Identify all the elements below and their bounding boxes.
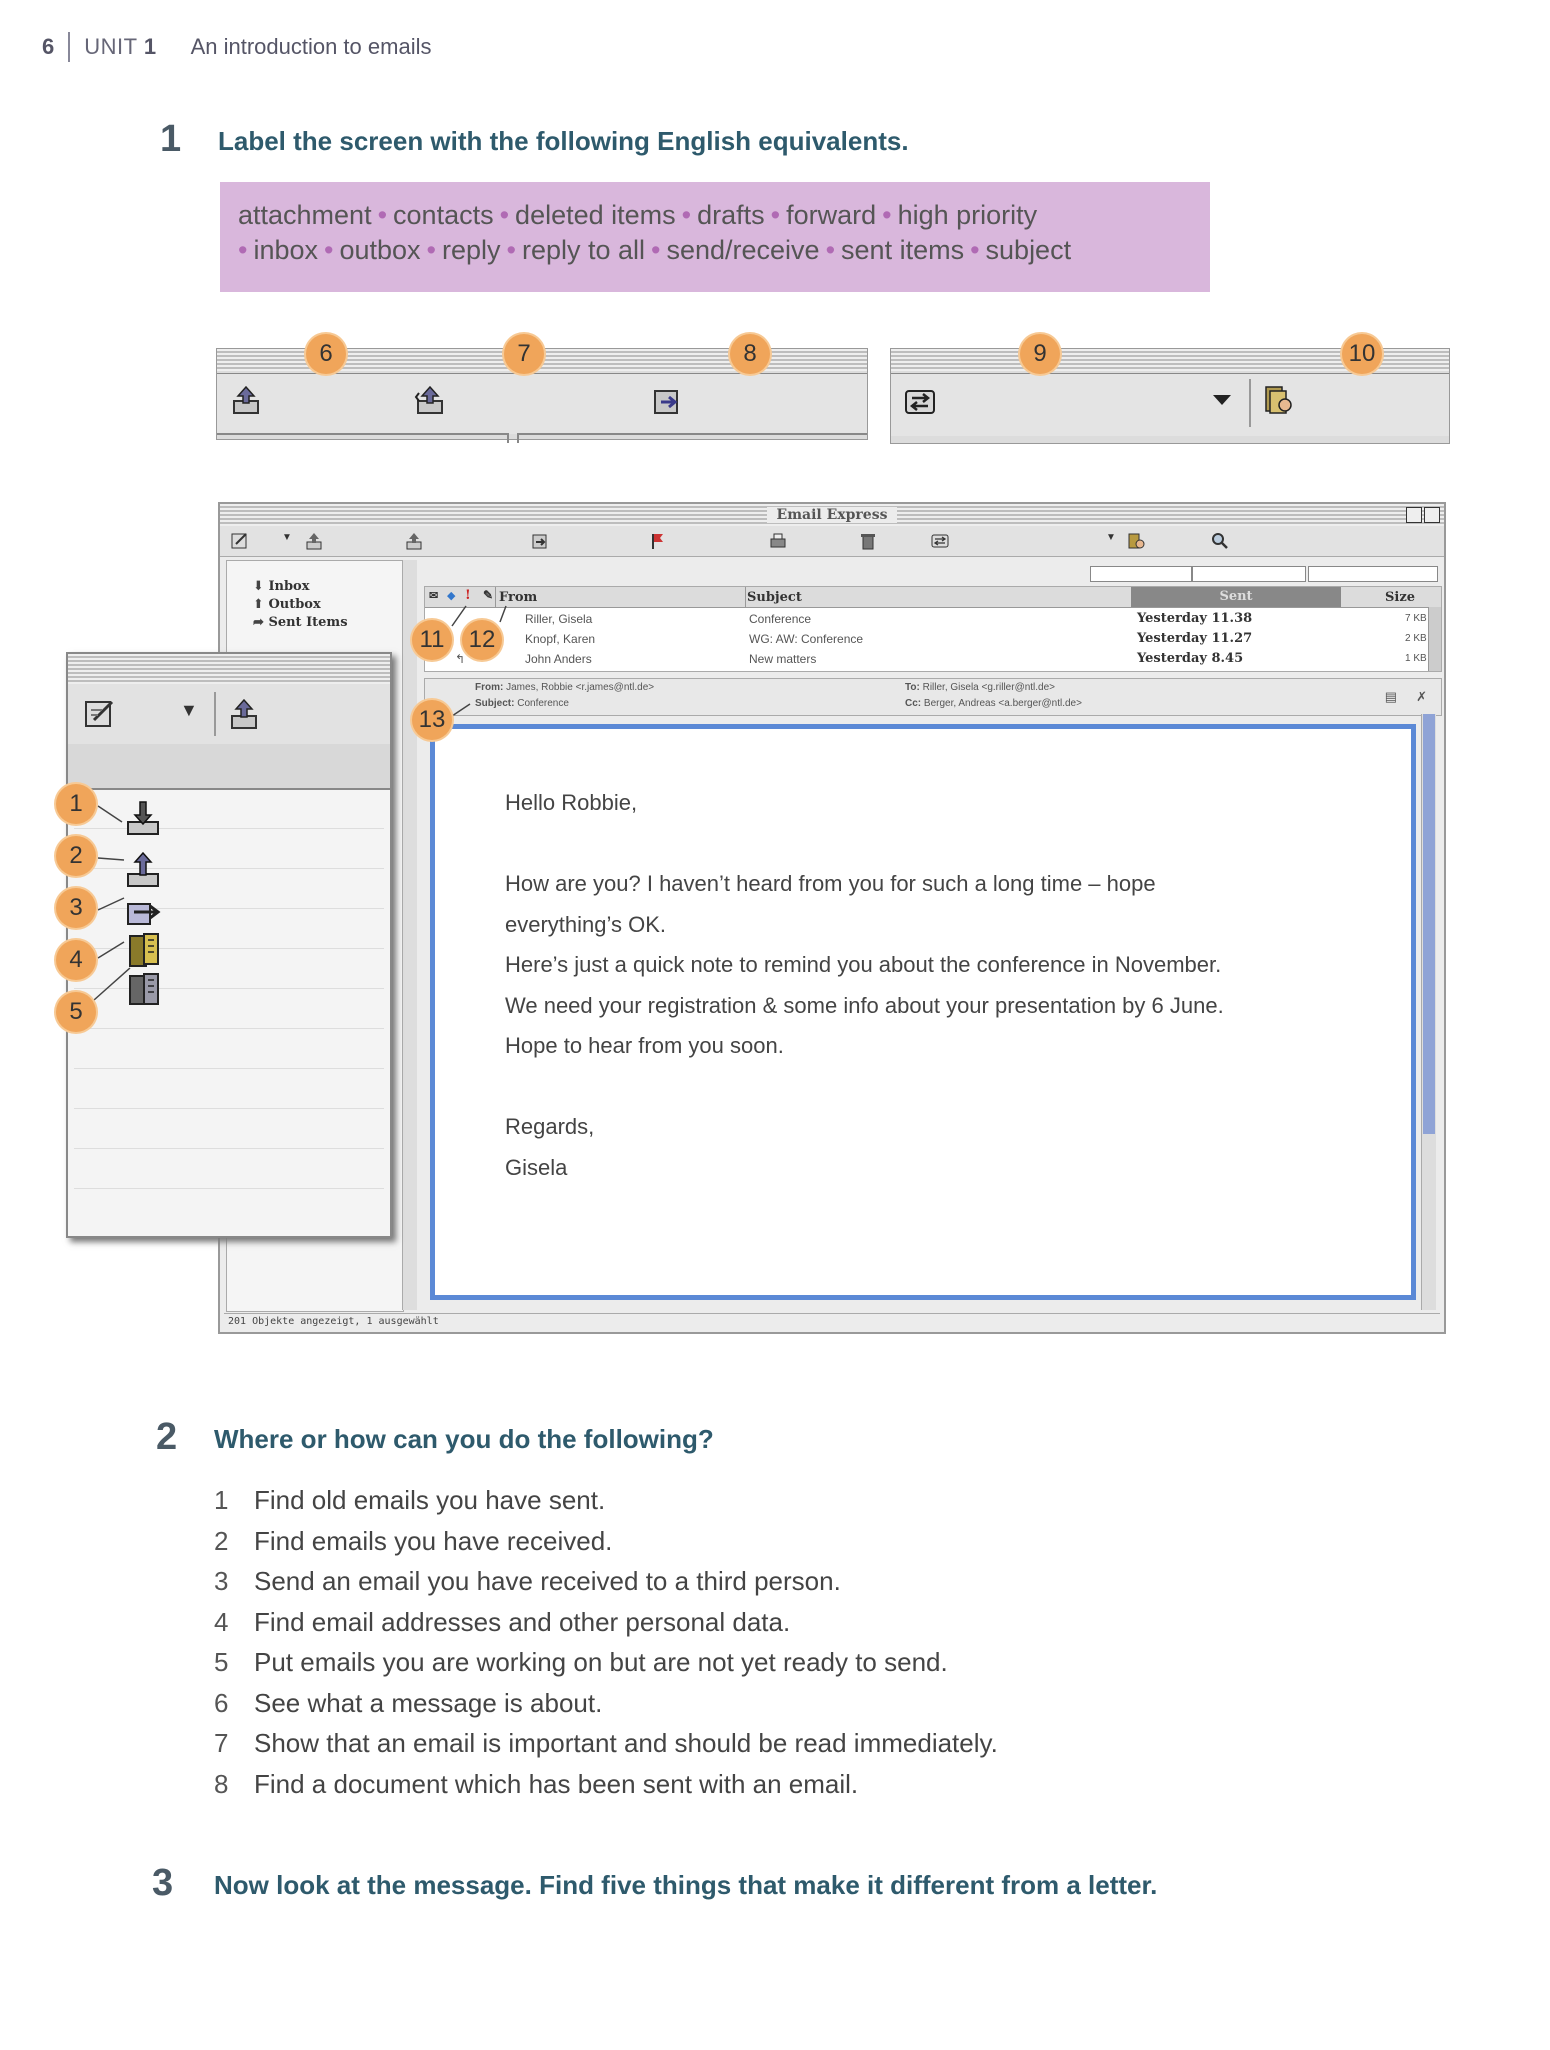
word: high priority	[897, 200, 1038, 230]
word: outbox	[339, 235, 421, 265]
reply-all-icon[interactable]	[404, 531, 424, 551]
message-row[interactable]: Riller, Gisela Conference Yesterday 11.38 7 KB	[525, 611, 1427, 626]
body-signature: Gisela	[505, 1154, 568, 1180]
outbox-tray-icon[interactable]	[124, 850, 162, 888]
window-title: Email Express	[767, 507, 898, 523]
read-status-icon: ✉	[429, 589, 439, 602]
send-receive-dropdown-icon[interactable]: ▼	[1106, 532, 1116, 543]
attachment-view-icon[interactable]: ▤	[1384, 689, 1397, 704]
list-item: 8 Find a document which has been sent with an email.	[214, 1768, 859, 1799]
window-title-bar	[220, 504, 1444, 526]
message-row[interactable]: Knopf, Karen WG: AW: Conference Yesterday 11.27 2 KB	[525, 631, 1427, 646]
word: contacts	[393, 200, 494, 230]
word: drafts	[697, 200, 765, 230]
word: inbox	[253, 235, 318, 265]
attachment-icon[interactable]: ✎	[483, 588, 494, 602]
from-field: From: James, Robbie <r.james@ntl.de>	[475, 682, 655, 693]
message-row[interactable]: ↰ John Anders New matters Yesterday 8.45 1 KB	[425, 649, 1441, 669]
replied-arrow-icon: ↰	[455, 652, 466, 666]
word-box-line-1: attachment • contacts • deleted items • drafts • forward • high priority	[238, 200, 1038, 230]
exercise-2-number: 2	[156, 1416, 178, 1458]
cc-field: Cc: Berger, Andreas <a.berger@ntl.de>	[905, 698, 1082, 709]
send-receive-icon[interactable]	[903, 385, 937, 419]
filter-search-input[interactable]	[1308, 566, 1438, 582]
message-list-header	[425, 587, 1441, 608]
message-header-fields	[424, 678, 1442, 716]
collapse-button[interactable]	[1424, 507, 1440, 523]
reading-pane-scrollbar[interactable]	[1421, 714, 1436, 1310]
forward-icon[interactable]	[530, 531, 550, 551]
deleted-items-icon[interactable]	[124, 968, 164, 1008]
status-bar	[224, 1313, 1440, 1330]
outbox-tray-icon[interactable]	[229, 383, 263, 417]
column-size[interactable]: Size	[1385, 590, 1415, 605]
callout-6: 6	[306, 334, 346, 374]
column-sent[interactable]: Sent	[1131, 587, 1341, 607]
callout-7: 7	[504, 334, 544, 374]
body-line: Hope to hear from you soon.	[505, 1033, 784, 1058]
exercise-2-title: Where or how can you do the following?	[214, 1424, 714, 1454]
compose-dropdown-icon[interactable]: ▼	[282, 532, 292, 543]
filter-select-2[interactable]	[1192, 566, 1306, 582]
callout-13: 13	[412, 700, 452, 740]
folder-scrollbar[interactable]	[402, 560, 417, 1310]
folder-sent-items[interactable]: ➦ Sent Items	[253, 615, 348, 630]
main-toolbar	[220, 526, 1444, 557]
list-item: 7 Show that an email is important and should be read immediately.	[214, 1728, 998, 1758]
folder-inbox[interactable]: ⬇ Inbox	[253, 579, 310, 594]
reply-status-icon: ◆	[447, 589, 456, 602]
page-header	[42, 32, 431, 62]
list-item: 1 Find old emails you have sent.	[214, 1485, 606, 1515]
callout-10: 10	[1342, 334, 1382, 374]
unit-label: UNIT 1	[84, 34, 157, 59]
search-icon[interactable]	[1210, 531, 1230, 551]
callout-9: 9	[1020, 334, 1060, 374]
compose-dropdown-icon[interactable]: ▼	[180, 700, 198, 720]
word: forward	[786, 200, 877, 230]
body-closing: Regards,	[505, 1114, 595, 1139]
outbox-tray-icon[interactable]	[304, 531, 324, 551]
message-list-scrollbar[interactable]	[1428, 607, 1441, 671]
address-book-icon[interactable]	[1261, 383, 1295, 417]
print-icon[interactable]	[768, 531, 788, 551]
list-item: 5 Put emails you are working on but are not yet ready to send.	[214, 1647, 948, 1677]
body-line: everything’s OK.	[505, 911, 667, 937]
page-number: 6	[42, 34, 55, 59]
column-from[interactable]: From	[499, 590, 538, 605]
list-item: 6 See what a message is about.	[214, 1687, 603, 1718]
zoom-button[interactable]	[1406, 507, 1422, 523]
word: reply to all	[521, 235, 646, 265]
folder-sidebar-zoom	[66, 652, 392, 1238]
message-body-pane[interactable]	[430, 724, 1416, 1300]
column-subject[interactable]: Subject	[747, 590, 802, 605]
callout-1: 1	[56, 784, 96, 824]
callout-5: 5	[56, 992, 96, 1032]
body-greeting: Hello Robbie,	[505, 790, 638, 815]
callout-11: 11	[412, 620, 452, 660]
address-book-icon[interactable]	[1126, 531, 1146, 551]
word: subject	[985, 235, 1072, 265]
header-divider	[68, 32, 70, 62]
exercise-3-number: 3	[152, 1862, 174, 1904]
word: deleted items	[515, 200, 676, 230]
dropdown-arrow-icon[interactable]	[1213, 395, 1231, 405]
pin-icon[interactable]: ✗	[1416, 689, 1427, 704]
body-line: We need your registration & some info about your presentation by 6 June.	[505, 992, 1224, 1018]
message-list	[424, 586, 1442, 672]
list-item: 2 Find emails you have received.	[214, 1525, 613, 1556]
body-line: Here’s just a quick note to remind you about the conference in November.	[505, 952, 1222, 977]
callout-3: 3	[56, 888, 96, 928]
callout-2: 2	[56, 836, 96, 876]
status-text: 201 Objekte angezeigt, 1 ausgewählt	[228, 1316, 439, 1327]
inbox-tray-icon[interactable]	[124, 798, 162, 836]
address-book-icon[interactable]	[124, 930, 164, 970]
high-priority-icon[interactable]: !	[465, 588, 471, 603]
trash-icon[interactable]	[858, 531, 878, 551]
word: reply	[441, 235, 501, 265]
word: sent items	[841, 235, 965, 265]
callout-8: 8	[730, 334, 770, 374]
exercise-3-title: Now look at the message. Find five things that make it different from a letter.	[214, 1870, 1158, 1900]
send-receive-icon[interactable]	[930, 531, 950, 551]
exercise-2-list	[214, 1480, 998, 1804]
list-item: 3 Send an email you have received to a third person.	[214, 1566, 841, 1596]
callout-4: 4	[56, 940, 96, 980]
compose-icon[interactable]	[230, 531, 250, 551]
reply-all-icon[interactable]	[413, 383, 447, 417]
callout-12: 12	[462, 620, 502, 660]
word: attachment	[238, 200, 372, 230]
compose-icon[interactable]	[82, 696, 118, 732]
outbox-tray-icon[interactable]	[226, 696, 262, 732]
sent-items-icon[interactable]	[124, 890, 164, 930]
forward-icon[interactable]	[651, 383, 685, 417]
exercise-1-number: 1	[160, 118, 182, 160]
folder-outbox[interactable]: ⬆ Outbox	[253, 597, 321, 612]
word: send/receive	[666, 235, 820, 265]
subject-field: Subject: Conference	[475, 698, 569, 709]
word-box	[220, 182, 1210, 292]
exercise-1-title: Label the screen with the following English equivalents.	[218, 126, 909, 156]
word-box-line-2: • inbox • outbox • reply • reply to all • send/receive • sent items • subject	[238, 235, 1072, 265]
filter-select-1[interactable]	[1090, 566, 1192, 582]
list-item: 4 Find email addresses and other personal data.	[214, 1606, 791, 1637]
unit-title: An introduction to emails	[190, 34, 432, 59]
flag-icon[interactable]	[648, 531, 668, 551]
message-body	[505, 783, 1224, 1188]
to-field: To: Riller, Gisela <g.riller@ntl.de>	[905, 682, 1056, 693]
body-line: How are you? I haven’t heard from you for such a long time – hope	[505, 871, 1156, 896]
